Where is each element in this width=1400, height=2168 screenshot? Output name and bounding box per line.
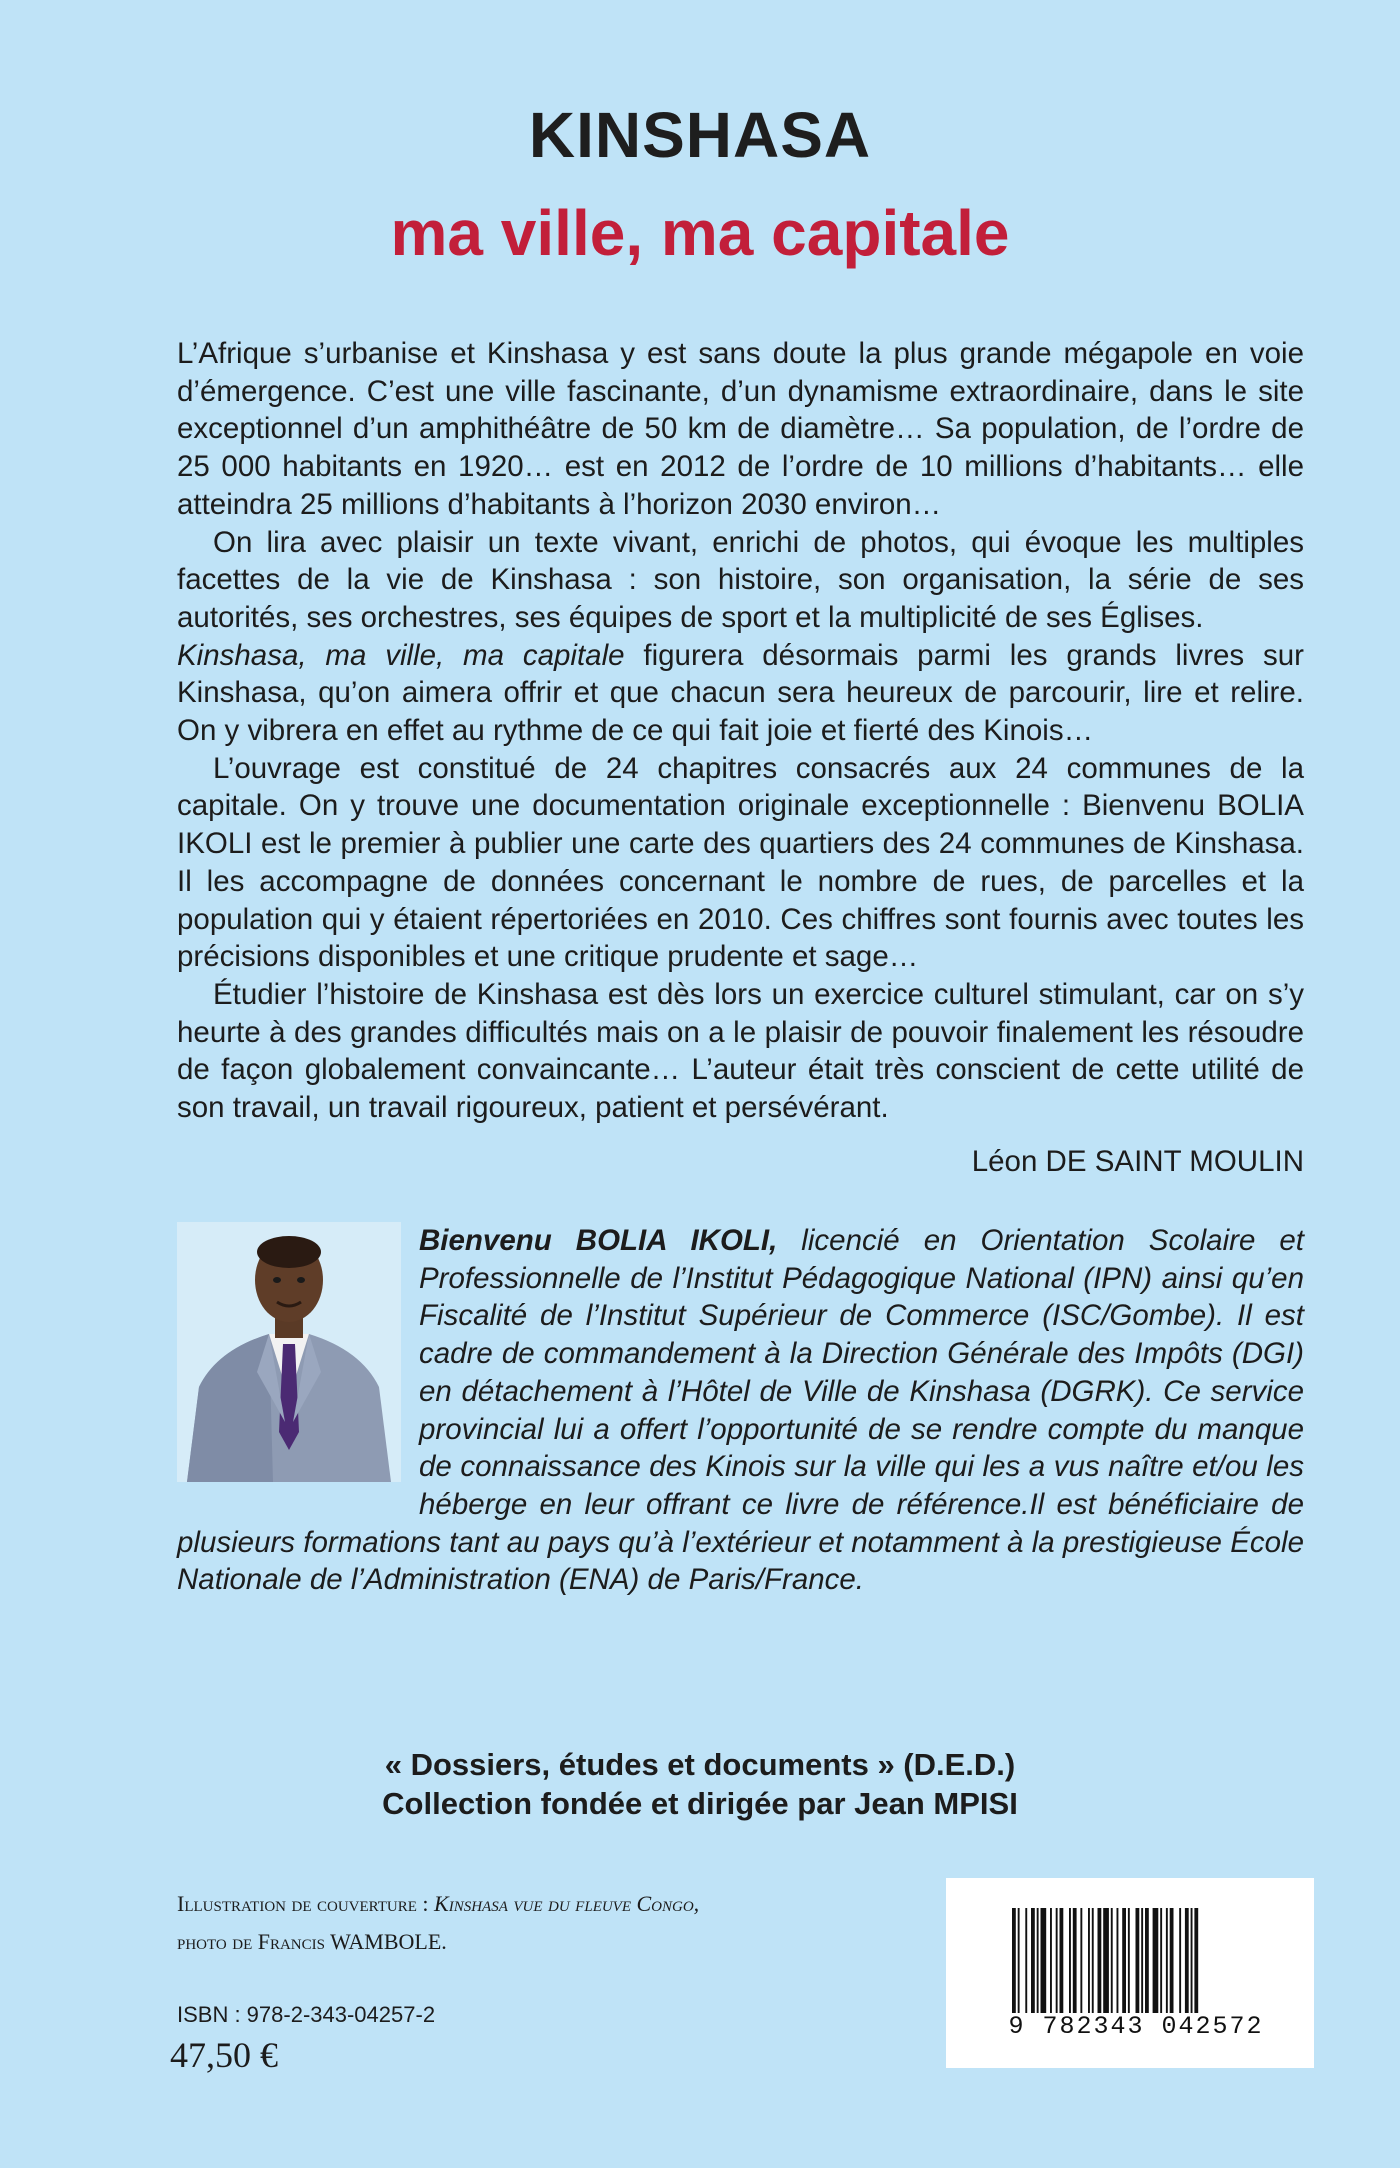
- barcode-bar: [1194, 1908, 1198, 2013]
- barcode-bar: [1098, 1908, 1102, 2013]
- preface-signature: Léon DE SAINT MOULIN: [971, 1145, 1304, 1178]
- barcode-bar: [1145, 1908, 1149, 2013]
- barcode-bar: [1111, 1908, 1113, 2013]
- barcode-bar: [1160, 1908, 1162, 2013]
- barcode-bar: [1191, 1908, 1193, 2013]
- collection-info: [0, 1745, 1400, 1823]
- cover-credits: [177, 1885, 699, 1961]
- barcode-bar: [1185, 1908, 1189, 2013]
- barcode-bar: [1050, 1908, 1052, 2013]
- barcode-bar: [1056, 1908, 1058, 2013]
- credits-illustration-title: Kinshasa vue du fleuve Congo,: [434, 1891, 700, 1916]
- barcode-bar: [1092, 1908, 1094, 2013]
- book-title-reference: Kinshasa, ma ville, ma capitale: [177, 638, 625, 672]
- barcode-bar: [1069, 1908, 1071, 2013]
- price: 47,50 €: [170, 2035, 278, 2075]
- author-biography: [177, 1222, 1304, 1599]
- barcode-bar: [1012, 1908, 1016, 2013]
- credits-label: Illustration de couverture :: [177, 1891, 435, 1916]
- isbn: ISBN : 978-2-343-04257-2: [177, 2002, 436, 2027]
- barcode-bar: [1122, 1908, 1126, 2013]
- barcode-bar: [1153, 1908, 1159, 2013]
- barcode-bar: [1080, 1908, 1082, 2013]
- barcode-bar: [1025, 1908, 1027, 2013]
- description-paragraph-4: L’ouvrage est constitué de 24 chapitres consacrés aux 24 communes de la capitale. On y trouve une documentation originale exceptionnelle : Bienvenu BOLIA IKOLI est le premier à publier une carte des quartiers des 24 communes de Kinshasa. Il les accompagne de données concernant le nombre de rues, de parcelles et la population qui y étaient répertoriées en 2010. Ces chiffres sont fournis avec toutes les précisions disponibles et une critique prudente et sage…: [177, 751, 1304, 974]
- barcode-bar: [1088, 1908, 1090, 2013]
- book-title: KINSHASA: [528, 99, 872, 171]
- book-description: [177, 335, 1304, 1127]
- author-bio-text: licencié en Orientation Scolaire et Professionnelle de l’Institut Pédagogique National (IPN) ainsi qu’en Fiscalité de l’Institut Supérieur de Commerce (ISC/Gombe). Il est cadre de commandement à la Direction Générale des Impôts (DGI) en détachement à l’Hôtel de Ville de Kinshasa (DGRK). Ce service provincial lui a offert l’opportunité de se rendre compte du manque de connaissance des Kinois sur la ville qui les a vus naître et/ou les héberge en leur offrant ce livre de référence.Il est bénéficiaire de plusieurs formations tant au pays qu’à l’extérieur et notamment à la prestigieuse École Nationale de l’Administration (ENA) de Paris/France.: [177, 1224, 1304, 1597]
- barcode-bar: [1041, 1908, 1047, 2013]
- description-paragraph-3: [177, 637, 1304, 750]
- barcode-bar: [1136, 1908, 1140, 2013]
- barcode-bar: [1128, 1908, 1130, 2013]
- barcode-bar: [1141, 1908, 1143, 2013]
- description-paragraph-5: Étudier l’histoire de Kinshasa est dès lors un exercice culturel stimulant, car on s’y heurte à des grandes difficultés mais on a le plaisir de pouvoir finalement les résoudre de façon globalement convaincante… L’auteur était très conscient de cette utilité de son travail, un travail rigoureux, patient et persévérant.: [177, 977, 1304, 1125]
- barcode-bar: [1170, 1908, 1174, 2013]
- photo-spacer: [177, 1222, 407, 1490]
- barcode-box: [946, 1878, 1314, 2068]
- barcode-bar: [1060, 1908, 1064, 2013]
- book-subtitle: ma ville, ma capitale: [390, 197, 1010, 269]
- barcode-icon: [1010, 1908, 1260, 2013]
- barcode-digits: 9 782343 042572: [1008, 2012, 1264, 2041]
- description-paragraph-1: L’Afrique s’urbanise et Kinshasa y est sans doute la plus grande mégapole en voie d’émergence. C’est une ville fascinante, d’un dynamisme extraordinaire, dans le site exceptionnel d’un amphithéâtre de 50 km de diamètre… Sa population, de l’ordre de 25 000 habitants en 1920… est en 2012 de l’ordre de 10 millions d’habitants… elle atteindra 25 millions d’habitants à l’horizon 2030 environ…: [177, 337, 1304, 521]
- author-name: Bienvenu BOLIA IKOLI,: [419, 1224, 778, 1257]
- barcode-bar: [1018, 1908, 1020, 2013]
- barcode-bar: [1103, 1908, 1109, 2013]
- barcode-bar: [1179, 1908, 1181, 2013]
- barcode-bar: [1166, 1908, 1168, 2013]
- collection-name: « Dossiers, études et documents » (D.E.D.): [384, 1747, 1016, 1782]
- credits-line-1: [177, 1885, 699, 1923]
- description-paragraph-2: On lira avec plaisir un texte vivant, enrichi de photos, qui évoque les multiples facettes de la vie de Kinshasa : son histoire, son organisation, la série de ses autorités, ses orchestres, ses équipes de sport et la multiplicité de ses Églises.: [177, 525, 1304, 634]
- barcode-bar: [1073, 1908, 1077, 2013]
- barcode-bar: [1117, 1908, 1119, 2013]
- description-paragraph-3-text: figurera désormais parmi les grands livres sur Kinshasa, qu’on aimera offrir et que chacun sera heureux de parcourir, lire et relire. On y vibrera en effet au rythme de ce qui fait joie et fierté des Kinois…: [177, 638, 1305, 748]
- credits-photographer: photo de Francis WAMBOLE.: [177, 1929, 447, 1954]
- collection-director: Collection fondée et dirigée par Jean MPISI: [382, 1786, 1018, 1821]
- barcode-bar: [1031, 1908, 1035, 2013]
- barcode-bar: [1037, 1908, 1039, 2013]
